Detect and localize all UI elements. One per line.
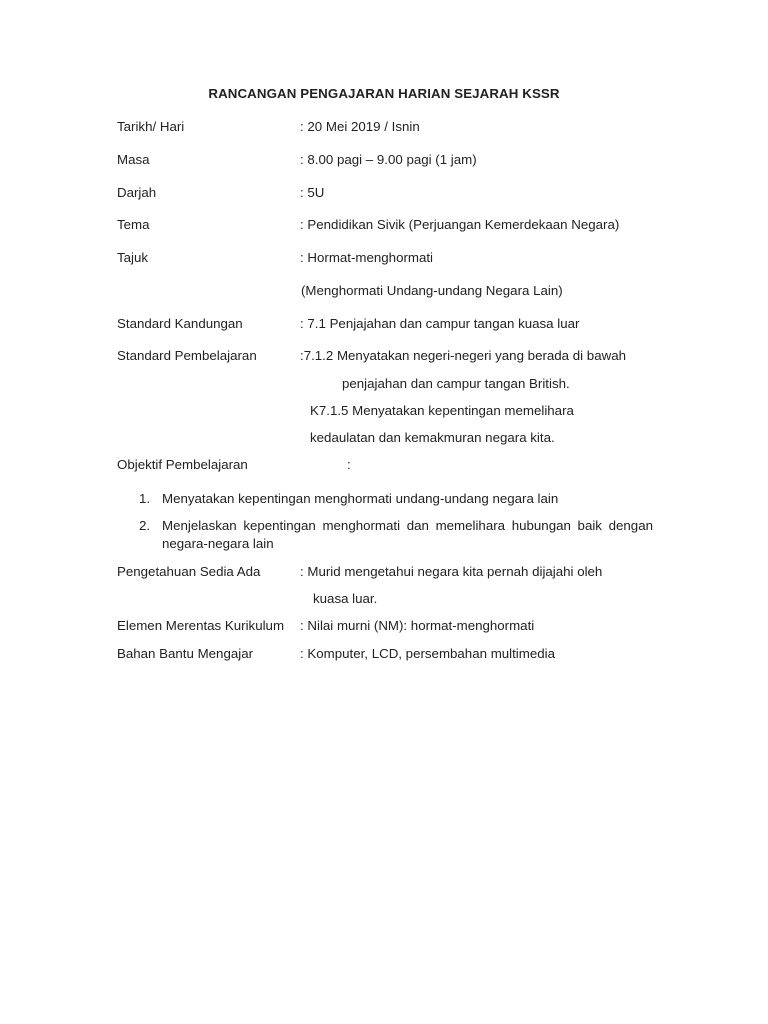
field-label: Tarikh/ Hari bbox=[117, 119, 185, 134]
field-value: : 8.00 pagi – 9.00 pagi (1 jam) bbox=[300, 152, 477, 167]
field-value: : Murid mengetahui negara kita pernah dijajahi oleh bbox=[300, 564, 603, 579]
field-value: : bbox=[347, 457, 351, 472]
field-value: :7.1.2 Menyatakan negeri-negeri yang berada di bawah bbox=[300, 348, 626, 363]
field-label: Tajuk bbox=[117, 250, 149, 265]
list-item-number: 2. bbox=[139, 518, 151, 533]
list-item-text: Menyatakan kepentingan menghormati undang-undang negara lain bbox=[162, 491, 559, 506]
field-label: Elemen Merentas Kurikulum bbox=[117, 618, 285, 633]
field-label: Masa bbox=[117, 152, 150, 167]
field-tajuk-line2: (Menghormati Undang-undang Negara Lain) bbox=[301, 283, 563, 298]
field-label: Darjah bbox=[117, 185, 157, 200]
field-label: Bahan Bantu Mengajar bbox=[117, 646, 254, 661]
field-value: : Komputer, LCD, persembahan multimedia bbox=[300, 646, 555, 661]
field-label: Objektif Pembelajaran bbox=[117, 457, 248, 472]
field-label: Standard Kandungan bbox=[117, 316, 243, 331]
field-standard-pembelajaran-line3: K7.1.5 Menyatakan kepentingan memelihara bbox=[310, 403, 574, 418]
list-item-number: 1. bbox=[139, 491, 151, 506]
field-value: : 5U bbox=[300, 185, 325, 200]
field-value: : Pendidikan Sivik (Perjuangan Kemerdekaan Negara) bbox=[300, 217, 620, 232]
field-value: : Nilai murni (NM): hormat-menghormati bbox=[300, 618, 535, 633]
field-value: : 20 Mei 2019 / Isnin bbox=[300, 119, 420, 134]
field-label: Tema bbox=[117, 217, 150, 232]
field-standard-pembelajaran-line4: kedaulatan dan kemakmuran negara kita. bbox=[310, 430, 555, 445]
field-value: : 7.1 Penjajahan dan campur tangan kuasa luar bbox=[300, 316, 580, 331]
field-label: Standard Pembelajaran bbox=[117, 348, 257, 363]
list-item-text: Menjelaskan kepentingan menghormati dan memelihara hubungan baik dengan negara-negara lain bbox=[162, 518, 653, 551]
field-pengetahuan-line2: kuasa luar. bbox=[313, 591, 378, 606]
document-title: RANCANGAN PENGAJARAN HARIAN SEJARAH KSSR bbox=[208, 86, 560, 101]
field-label: Pengetahuan Sedia Ada bbox=[117, 564, 261, 579]
field-standard-pembelajaran-line2: penjajahan dan campur tangan British. bbox=[342, 376, 570, 391]
field-value: : Hormat-menghormati bbox=[300, 250, 434, 265]
